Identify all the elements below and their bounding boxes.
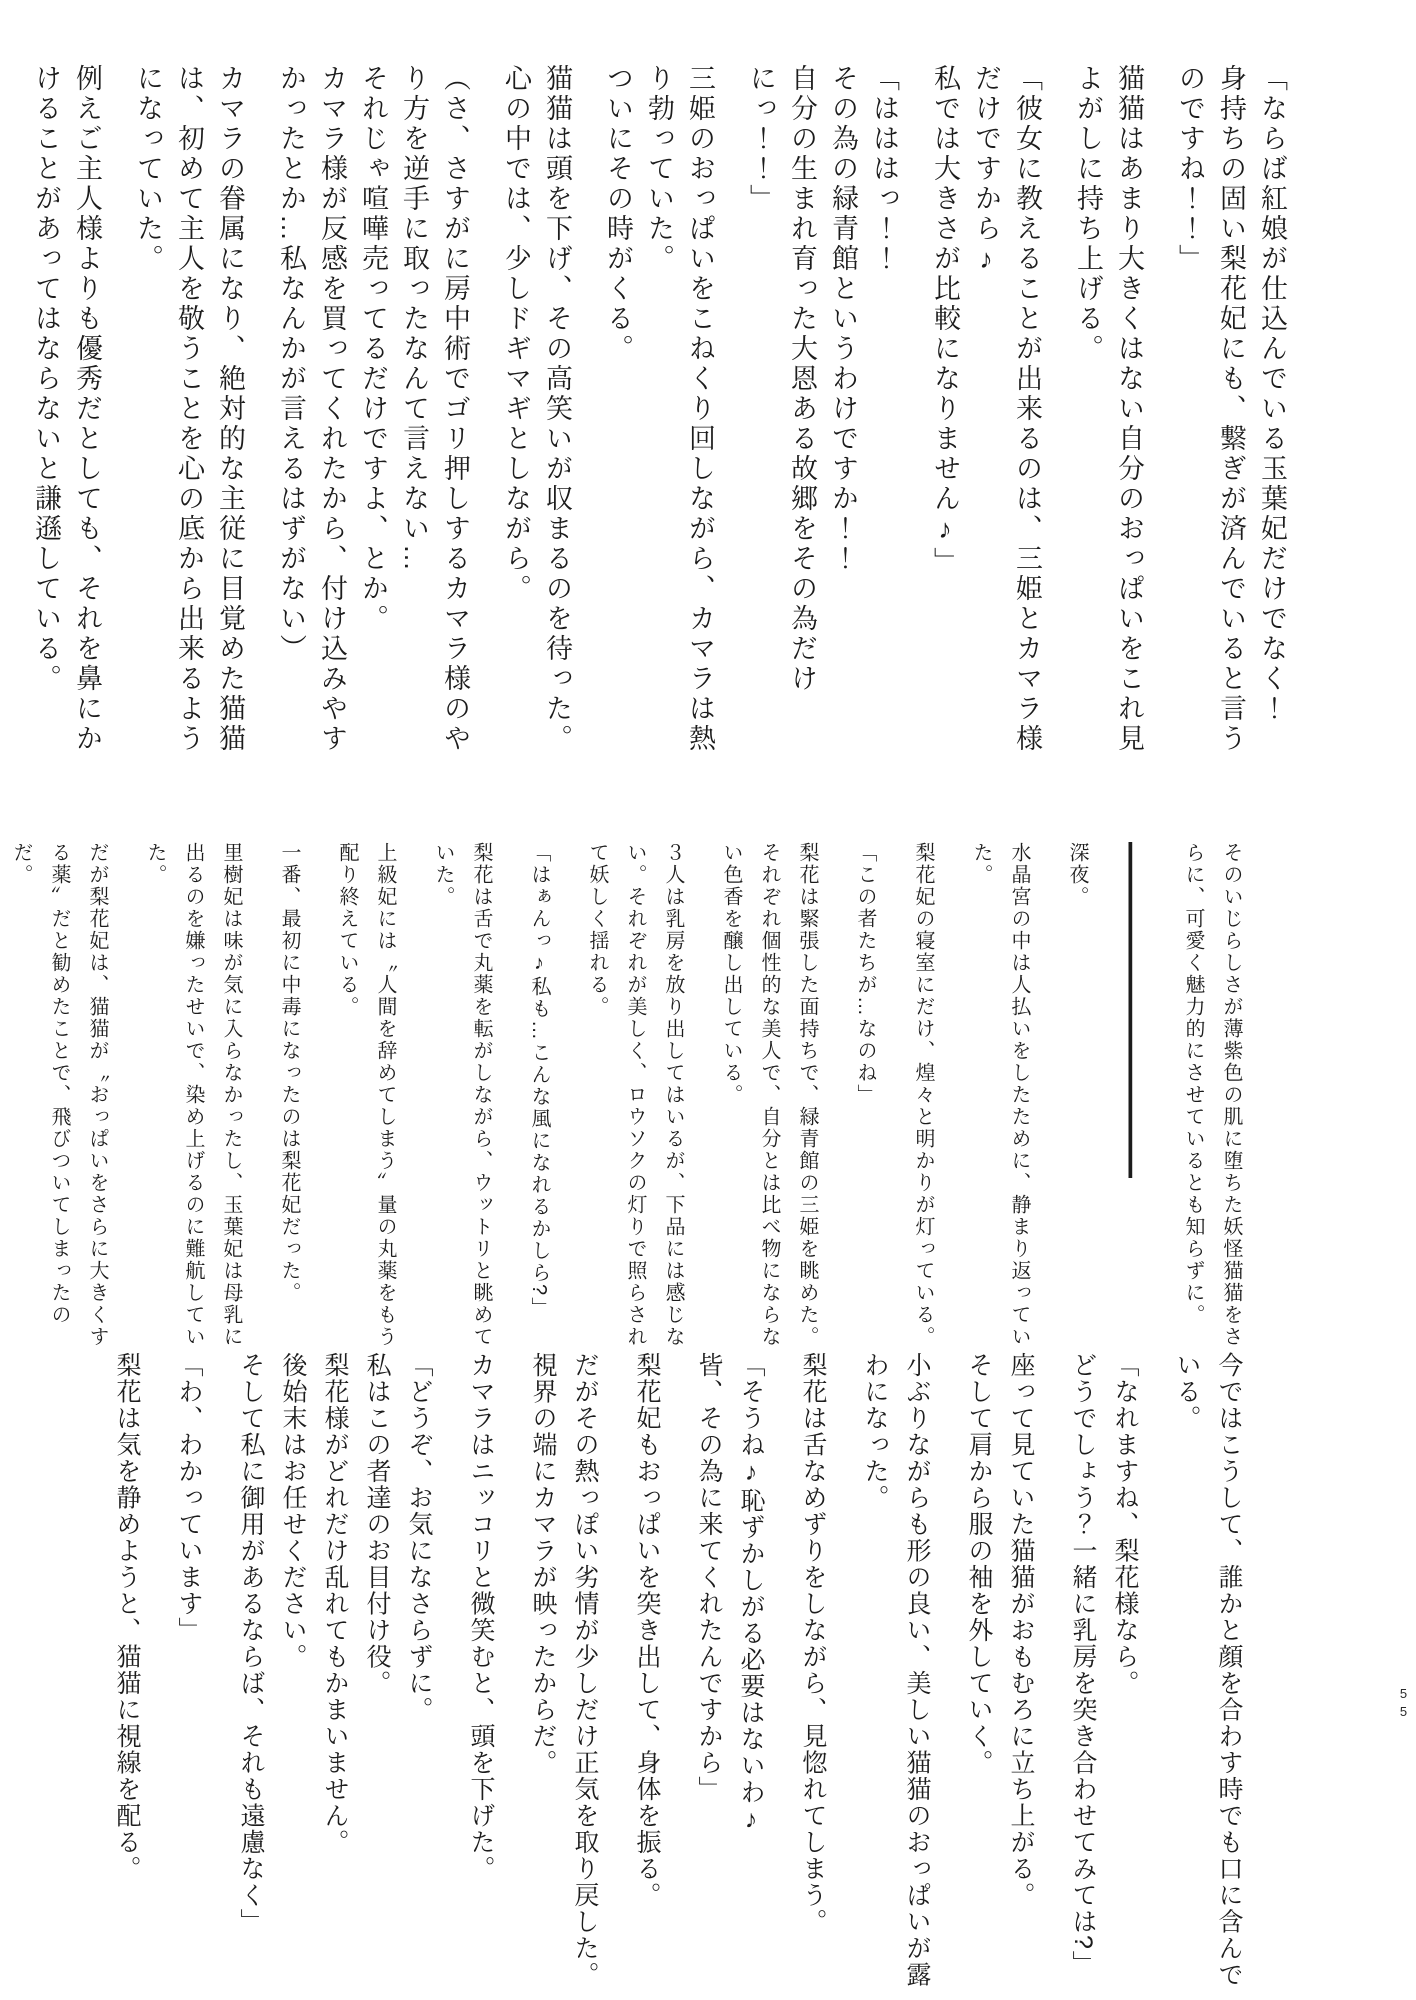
text-line: 梨花様がどれだけ乱れてもかまいません。 — [321, 1352, 349, 1856]
text-line: ―――――― — [1104, 842, 1167, 1178]
text-line: 後始末はお任せください。 — [279, 1352, 307, 1670]
text-line: だがその熱っぽい劣情が少しだけ正気を取り戻した。 — [571, 1352, 599, 1988]
text-line: 私はこの者達のお目付け役。 — [363, 1352, 391, 1697]
text-line: 「ならば紅娘が仕込んでいる玉葉妃だけでなく！ — [1257, 64, 1287, 724]
text-line: 「はぁんっ♪私も…こんな風になれるかしら?」 — [528, 842, 550, 1320]
text-line: 梨花は気を静めようと、猫猫に視線を配る。 — [113, 1352, 141, 1882]
text-line: 座って見ていた猫猫がおもむろに立ち上がる。 — [1007, 1352, 1035, 1909]
text-line: 「この者たちが…なのね」 — [854, 842, 876, 1106]
text-line: 身持ちの固い梨花妃にも、繋ぎが済んでいると言うのですね！！」 — [1175, 64, 1246, 754]
text-line: 「そうね♪恥ずかしがる必要はないわ♪ — [737, 1352, 765, 1835]
text-line: それぞれ個性的な美人で、自分とは比べ物にならない色香を醸し出している。 — [720, 842, 780, 1348]
text-line: 水晶宮の中は人払いをしたために、静まり返っていた。 — [970, 842, 1030, 1348]
text-line: どうでしょう？一緒に乳房を突き合わせてみては?」 — [1069, 1352, 1097, 1977]
text-line: そして肩から服の袖を外していく。 — [965, 1352, 993, 1776]
text-line: 梨花妃もおっぱいを突き出して、身体を振る。 — [633, 1352, 661, 1909]
text-line: 皆、その為に来てくれたんですから」 — [695, 1352, 723, 1803]
text-line: 梨花は舌なめずりをしながら、見惚れてしまう。 — [799, 1352, 827, 1935]
text-line: それじゃ喧嘩売ってるだけですよ、とか。 — [358, 64, 388, 634]
text-line: 「わ、わかっています」 — [175, 1352, 203, 1644]
text-line: 里樹妃は味が気に入らなかったし、玉葉妃は母乳に出るのを嫌ったせいで、染め上げるのに難航していた。 — [144, 842, 242, 1348]
text-line: カマラの眷属になり、絶対的な主従に目覚めた猫猫は、初めて主人を敬うことを心の底から出来るようになっていた。 — [133, 64, 245, 754]
text-section-middle — [2, 842, 1250, 1350]
text-line: だが梨花妃は、猫猫が〝おっぱいをさらに大きくする薬〟だと勧めたことで、飛びついてしまったのだ。 — [10, 842, 108, 1348]
text-line: その為の緑青館というわけですか！！ — [828, 64, 858, 574]
text-line: 視界の端にカマラが映ったからだ。 — [529, 1352, 557, 1776]
text-line: 猫猫はあまり大きくはない自分のおっぱいをこれ見よがしに持ち上げる。 — [1073, 64, 1144, 754]
text-line: カマラはニッコリと微笑むと、頭を下げた。 — [467, 1352, 495, 1882]
text-line: 私では大きさが比較になりません♪」 — [930, 64, 960, 577]
text-line: 例えご主人様よりも優秀だとしても、それを鼻にかけることがあってはならないと謙遜している。 — [31, 64, 102, 754]
text-line: 梨花妃の寝室にだけ、煌々と明かりが灯っている。 — [912, 842, 934, 1348]
text-line: そして私に御用があるならば、それも遠慮なく」 — [237, 1352, 265, 1935]
text-line: ついにその時がくる。 — [603, 64, 633, 364]
text-line: 「どうぞ、お気になさらずに。 — [405, 1352, 433, 1723]
page-number: 55 — [1396, 1686, 1411, 1722]
text-section-bottom — [106, 1352, 1250, 1990]
text-line: 梨花は舌で丸薬を転がしながら、ウットリと眺めていた。 — [432, 842, 492, 1348]
text-line: 梨花は緊張した面持ちで、緑青館の三姫を眺めた。 — [796, 842, 818, 1348]
text-line: 猫猫は頭を下げ、その高笑いが収まるのを待った。 — [542, 64, 572, 754]
text-line: 心の中では、少しドギマギとしながら。 — [501, 64, 531, 604]
text-line: カマラ様が反感を買ってくれたから、付け込みやすかったとか…私なんかが言えるはずがない） — [276, 64, 347, 754]
text-section-top — [25, 64, 1292, 756]
text-line: 自分の生まれ育った大恩ある故郷をその為だけにっ！！」 — [746, 64, 817, 694]
text-line: 一番、最初に中毒になったのは梨花妃だった。 — [278, 842, 300, 1304]
text-line: 小ぶりながらも形の良い、美しい猫猫のおっぱいが露わになった。 — [861, 1352, 931, 1988]
text-line: ３人は乳房を放り出してはいるが、下品には感じない。それぞれが美しく、ロウソクの灯りで照らされて妖しく揺れる。 — [586, 842, 684, 1348]
text-line: 「はははっ！！ — [869, 64, 899, 274]
text-line: 「なれますね、梨花様なら。 — [1111, 1352, 1139, 1697]
text-line: （さ、さすがに房中術でゴリ押しするカマラ様のやり方を逆手に取ったなんて言えない… — [399, 64, 470, 754]
text-line: 今ではこうして、誰かと顔を合わす時でも口に含んでいる。 — [1173, 1352, 1243, 1988]
text-line: 三姫のおっぱいをこねくり回しながら、カマラは熱り勃っていた。 — [644, 64, 715, 754]
text-line: 「彼女に教えることが出来るのは、三姫とカマラ様だけですから♪ — [971, 64, 1042, 754]
text-line: 上級妃には〝人間を辞めてしまう〟量の丸薬をもう配り終えている。 — [336, 842, 396, 1348]
text-line: 深夜。 — [1066, 842, 1088, 908]
text-line: そのいじらしさが薄紫色の肌に堕ちた妖怪猫猫をさらに、可愛く魅力的にさせているとも知らずに。 — [1182, 842, 1242, 1348]
